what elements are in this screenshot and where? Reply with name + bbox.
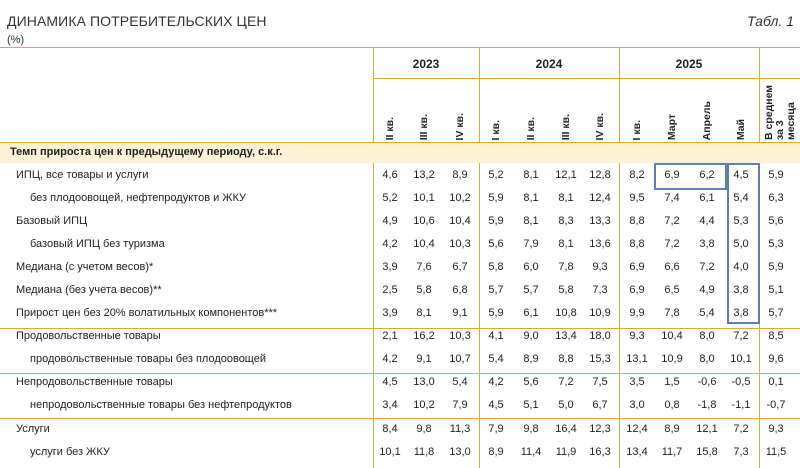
table-cell: 8,9 [523, 353, 539, 365]
table-cell: 13,1 [626, 353, 648, 365]
table-cell: 6,9 [664, 169, 680, 181]
table-cell: 13,0 [449, 446, 471, 458]
table-cell: 9,1 [452, 307, 468, 319]
table-cell: 6,3 [768, 192, 784, 204]
table-cell: 9,6 [768, 353, 784, 365]
table-cell: 9,5 [629, 192, 645, 204]
table-cell: 5,9 [488, 215, 504, 227]
table-cell: 12,3 [589, 423, 611, 435]
table-cell: 5,4 [699, 307, 715, 319]
table-cell: 4,2 [382, 353, 398, 365]
table-cell: 12,4 [589, 192, 611, 204]
table-cell: 5,9 [768, 169, 784, 181]
column-header [625, 80, 649, 140]
table-title: ДИНАМИКА ПОТРЕБИТЕЛЬСКИХ ЦЕН [7, 13, 267, 29]
table-cell: 11,3 [449, 423, 471, 435]
table-row [0, 303, 800, 325]
table-cell: 15,8 [696, 446, 718, 458]
table-cell: 7,9 [488, 423, 504, 435]
table-cell: 13,4 [555, 330, 577, 342]
table-cell: 5,9 [488, 192, 504, 204]
row-label: Продовольственные товары [16, 330, 161, 342]
column-header-label: В среднем за 3 месяца [763, 84, 797, 140]
unit-label: (%) [7, 34, 25, 46]
table-cell: 7,2 [733, 423, 749, 435]
table-cell: 6,1 [699, 192, 715, 204]
table-cell: 5,8 [488, 261, 504, 273]
table-cell: 16,2 [413, 330, 435, 342]
table-cell: 13,3 [589, 215, 611, 227]
table-row [0, 280, 800, 302]
column-header-label: Май [734, 118, 747, 140]
table-cell: 7,3 [592, 284, 608, 296]
table-cell: 8,2 [629, 169, 645, 181]
table-cell: 8,9 [664, 423, 680, 435]
table-cell: 8,3 [558, 215, 574, 227]
row-label: Непродовольственные товары [16, 376, 173, 388]
row-label: ИПЦ, все товары и услуги [16, 169, 149, 181]
table-cell: 7,2 [664, 238, 680, 250]
table-cell: 9,1 [416, 353, 432, 365]
table-row [0, 211, 800, 233]
table-cell: 4,2 [382, 238, 398, 250]
table-cell: 7,9 [452, 399, 468, 411]
table-cell: 7,2 [664, 215, 680, 227]
row-label: базовый ИПЦ без туризма [30, 238, 165, 250]
year-2023: 2023 [412, 57, 440, 71]
table-cell: 5,0 [733, 238, 749, 250]
table-cell: 8,1 [523, 192, 539, 204]
table-cell: 5,6 [768, 215, 784, 227]
table-cell: 11,8 [413, 446, 435, 458]
table-cell: 5,7 [523, 284, 539, 296]
table-cell: 10,3 [449, 330, 471, 342]
table-cell: 7,9 [523, 238, 539, 250]
table-cell: 5,7 [488, 284, 504, 296]
table-cell: 8,9 [452, 169, 468, 181]
table-cell: 7,2 [699, 261, 715, 273]
table-cell: 8,1 [558, 238, 574, 250]
table-cell: 5,6 [488, 238, 504, 250]
column-header-label: Март [665, 113, 678, 140]
table-cell: 4,4 [699, 215, 715, 227]
table-cell: 10,4 [661, 330, 683, 342]
table-cell: 5,1 [768, 284, 784, 296]
table-row [0, 372, 800, 394]
table-cell: 12,1 [696, 423, 718, 435]
table-cell: 8,8 [629, 215, 645, 227]
table-cell: 7,8 [664, 307, 680, 319]
row-label: Базовый ИПЦ [16, 215, 88, 227]
column-header [448, 80, 472, 140]
table-cell: 8,9 [488, 446, 504, 458]
table-cell: 8,8 [629, 238, 645, 250]
row-label: Медиана (без учета весов)** [16, 284, 162, 296]
table-cell: 8,1 [558, 192, 574, 204]
table-cell: 6,7 [452, 261, 468, 273]
table-cell: 3,8 [699, 238, 715, 250]
section-title: Темп прироста цен к предыдущему периоду, с.к.г. [10, 146, 283, 158]
table-cell: 6,0 [523, 261, 539, 273]
table-cell: 12,4 [626, 423, 648, 435]
row-label: Прирост цен без 20% волатильных компонентов*** [16, 307, 278, 319]
table-cell: 5,1 [523, 399, 539, 411]
row-label: непродовольственные товары без нефтепродуктов [30, 399, 292, 411]
table-cell: 13,2 [413, 169, 435, 181]
table-cell: 10,1 [379, 446, 401, 458]
year-rule [373, 78, 800, 79]
table-cell: 4,6 [382, 169, 398, 181]
row-label: продовольственные товары без плодоовощей [30, 353, 266, 365]
table-cell: 6,2 [699, 169, 715, 181]
table-cell: 9,8 [523, 423, 539, 435]
table-cell: 3,0 [629, 399, 645, 411]
column-header-label: IV кв. [453, 112, 466, 140]
table-cell: 16,4 [555, 423, 577, 435]
table-cell: 7,4 [664, 192, 680, 204]
table-row [0, 234, 800, 256]
table-cell: 1,5 [664, 376, 680, 388]
table-cell: 3,9 [382, 307, 398, 319]
table-cell: 12,8 [589, 169, 611, 181]
table-cell: 5,8 [558, 284, 574, 296]
table-row [0, 395, 800, 417]
table-cell: 7,6 [416, 261, 432, 273]
table-cell: 4,9 [699, 284, 715, 296]
table-cell: 5,4 [452, 376, 468, 388]
table-cell: 6,9 [629, 261, 645, 273]
row-label: Медиана (с учетом весов)* [16, 261, 154, 273]
table-row [0, 349, 800, 371]
table-cell: 11,4 [520, 446, 542, 458]
table-cell: 4,0 [733, 261, 749, 273]
table-cell: 6,7 [592, 399, 608, 411]
table-cell: 7,8 [558, 261, 574, 273]
column-header-label: II кв. [383, 116, 396, 140]
table-cell: 10,1 [730, 353, 752, 365]
column-header-label: IV кв. [593, 112, 606, 140]
table-cell: 4,2 [488, 376, 504, 388]
row-label: Услуги [16, 423, 50, 435]
row-label: услуги без ЖКУ [30, 446, 110, 458]
table-cell: 5,4 [488, 353, 504, 365]
table-cell: 10,4 [413, 238, 435, 250]
table-cell: 8,4 [382, 423, 398, 435]
column-header [554, 80, 578, 140]
top-rule [0, 47, 800, 48]
table-cell: 13,6 [589, 238, 611, 250]
column-header-label: III кв. [559, 113, 572, 140]
table-cell: 9,3 [592, 261, 608, 273]
table-cell: 15,3 [589, 353, 611, 365]
table-cell: 4,5 [733, 169, 749, 181]
table-cell: 9,3 [629, 330, 645, 342]
row-label: без плодоовощей, нефтепродуктов и ЖКУ [30, 192, 246, 204]
table-cell: 10,6 [413, 215, 435, 227]
table-cell: 5,2 [382, 192, 398, 204]
section-header [0, 143, 800, 163]
table-cell: 3,8 [733, 307, 749, 319]
column-header [484, 80, 508, 140]
table-cell: 8,1 [523, 169, 539, 181]
table-cell: 6,6 [664, 261, 680, 273]
table-cell: 9,8 [416, 423, 432, 435]
table-cell: 3,4 [382, 399, 398, 411]
table-row [0, 326, 800, 348]
table-cell: 9,0 [523, 330, 539, 342]
column-header-label: III кв. [417, 113, 430, 140]
column-header [588, 80, 612, 140]
column-header-label: I кв. [630, 119, 643, 140]
table-cell: 5,6 [523, 376, 539, 388]
column-header [660, 80, 684, 140]
table-cell: 6,8 [452, 284, 468, 296]
table-cell: 10,7 [449, 353, 471, 365]
table-cell: 10,2 [449, 192, 471, 204]
table-cell: 4,9 [382, 215, 398, 227]
column-header-label: I кв. [489, 119, 502, 140]
table-cell: 3,8 [733, 284, 749, 296]
column-header-label: II кв. [524, 116, 537, 140]
year-2024: 2024 [535, 57, 563, 71]
table-cell: 12,1 [555, 169, 577, 181]
table-cell: 5,4 [733, 192, 749, 204]
column-header [412, 80, 436, 140]
table-cell: -0,5 [731, 376, 751, 388]
table-cell: 5,7 [768, 307, 784, 319]
table-cell: 10,4 [449, 215, 471, 227]
table-cell: 2,5 [382, 284, 398, 296]
table-row [0, 442, 800, 464]
table-cell: 5,2 [488, 169, 504, 181]
table-cell: 13,4 [626, 446, 648, 458]
column-header-label: Апрель [700, 100, 713, 140]
year-2025: 2025 [675, 57, 703, 71]
table-cell: 11,9 [555, 446, 577, 458]
table-cell: 5,9 [768, 261, 784, 273]
table-cell: 10,2 [413, 399, 435, 411]
table-cell: 4,1 [488, 330, 504, 342]
table-cell: 0,8 [664, 399, 680, 411]
table-cell: 7,3 [733, 446, 749, 458]
table-cell: 7,2 [733, 330, 749, 342]
table-cell: 6,1 [523, 307, 539, 319]
table-cell: 10,1 [413, 192, 435, 204]
column-header [695, 80, 719, 140]
table-cell: 16,3 [589, 446, 611, 458]
table-cell: 9,9 [629, 307, 645, 319]
table-cell: 13,0 [413, 376, 435, 388]
table-cell: 3,5 [629, 376, 645, 388]
table-cell: 8,1 [416, 307, 432, 319]
table-cell: 6,5 [664, 284, 680, 296]
table-cell: 8,5 [768, 330, 784, 342]
table-cell: 3,9 [382, 261, 398, 273]
table-row [0, 188, 800, 210]
table-cell: 10,9 [661, 353, 683, 365]
table-cell: -1,1 [731, 399, 751, 411]
column-header [763, 80, 797, 140]
table-cell: 7,2 [558, 376, 574, 388]
highlight-box-may [727, 163, 760, 324]
table-cell: 8,0 [699, 330, 715, 342]
table-cell: 4,5 [382, 376, 398, 388]
table-cell: -1,8 [697, 399, 717, 411]
table-cell: 10,3 [449, 238, 471, 250]
table-cell: 5,0 [558, 399, 574, 411]
table-cell: 2,1 [382, 330, 398, 342]
table-cell: 8,0 [699, 353, 715, 365]
table-cell: 18,0 [589, 330, 611, 342]
table-number: Табл. 1 [746, 13, 794, 29]
table-cell: 4,5 [488, 399, 504, 411]
table-cell: -0,7 [766, 399, 786, 411]
table-cell: 7,5 [592, 376, 608, 388]
highlight-box-mar-apr [654, 163, 727, 190]
table-cell: 5,3 [733, 215, 749, 227]
table-cell: -0,6 [697, 376, 717, 388]
table-row [0, 257, 800, 279]
table-cell: 5,3 [768, 238, 784, 250]
table-cell: 10,9 [589, 307, 611, 319]
table-cell: 5,8 [416, 284, 432, 296]
table-cell: 9,3 [768, 423, 784, 435]
table-cell: 8,8 [558, 353, 574, 365]
table-cell: 5,9 [488, 307, 504, 319]
table-cell: 6,9 [629, 284, 645, 296]
column-header [729, 80, 753, 140]
table-cell: 10,8 [555, 307, 577, 319]
table-cell: 11,7 [661, 446, 683, 458]
column-header [378, 80, 402, 140]
table-row [0, 419, 800, 441]
column-header [519, 80, 543, 140]
table-cell: 0,1 [768, 376, 784, 388]
table-cell: 8,1 [523, 215, 539, 227]
table-cell: 11,5 [765, 446, 787, 458]
